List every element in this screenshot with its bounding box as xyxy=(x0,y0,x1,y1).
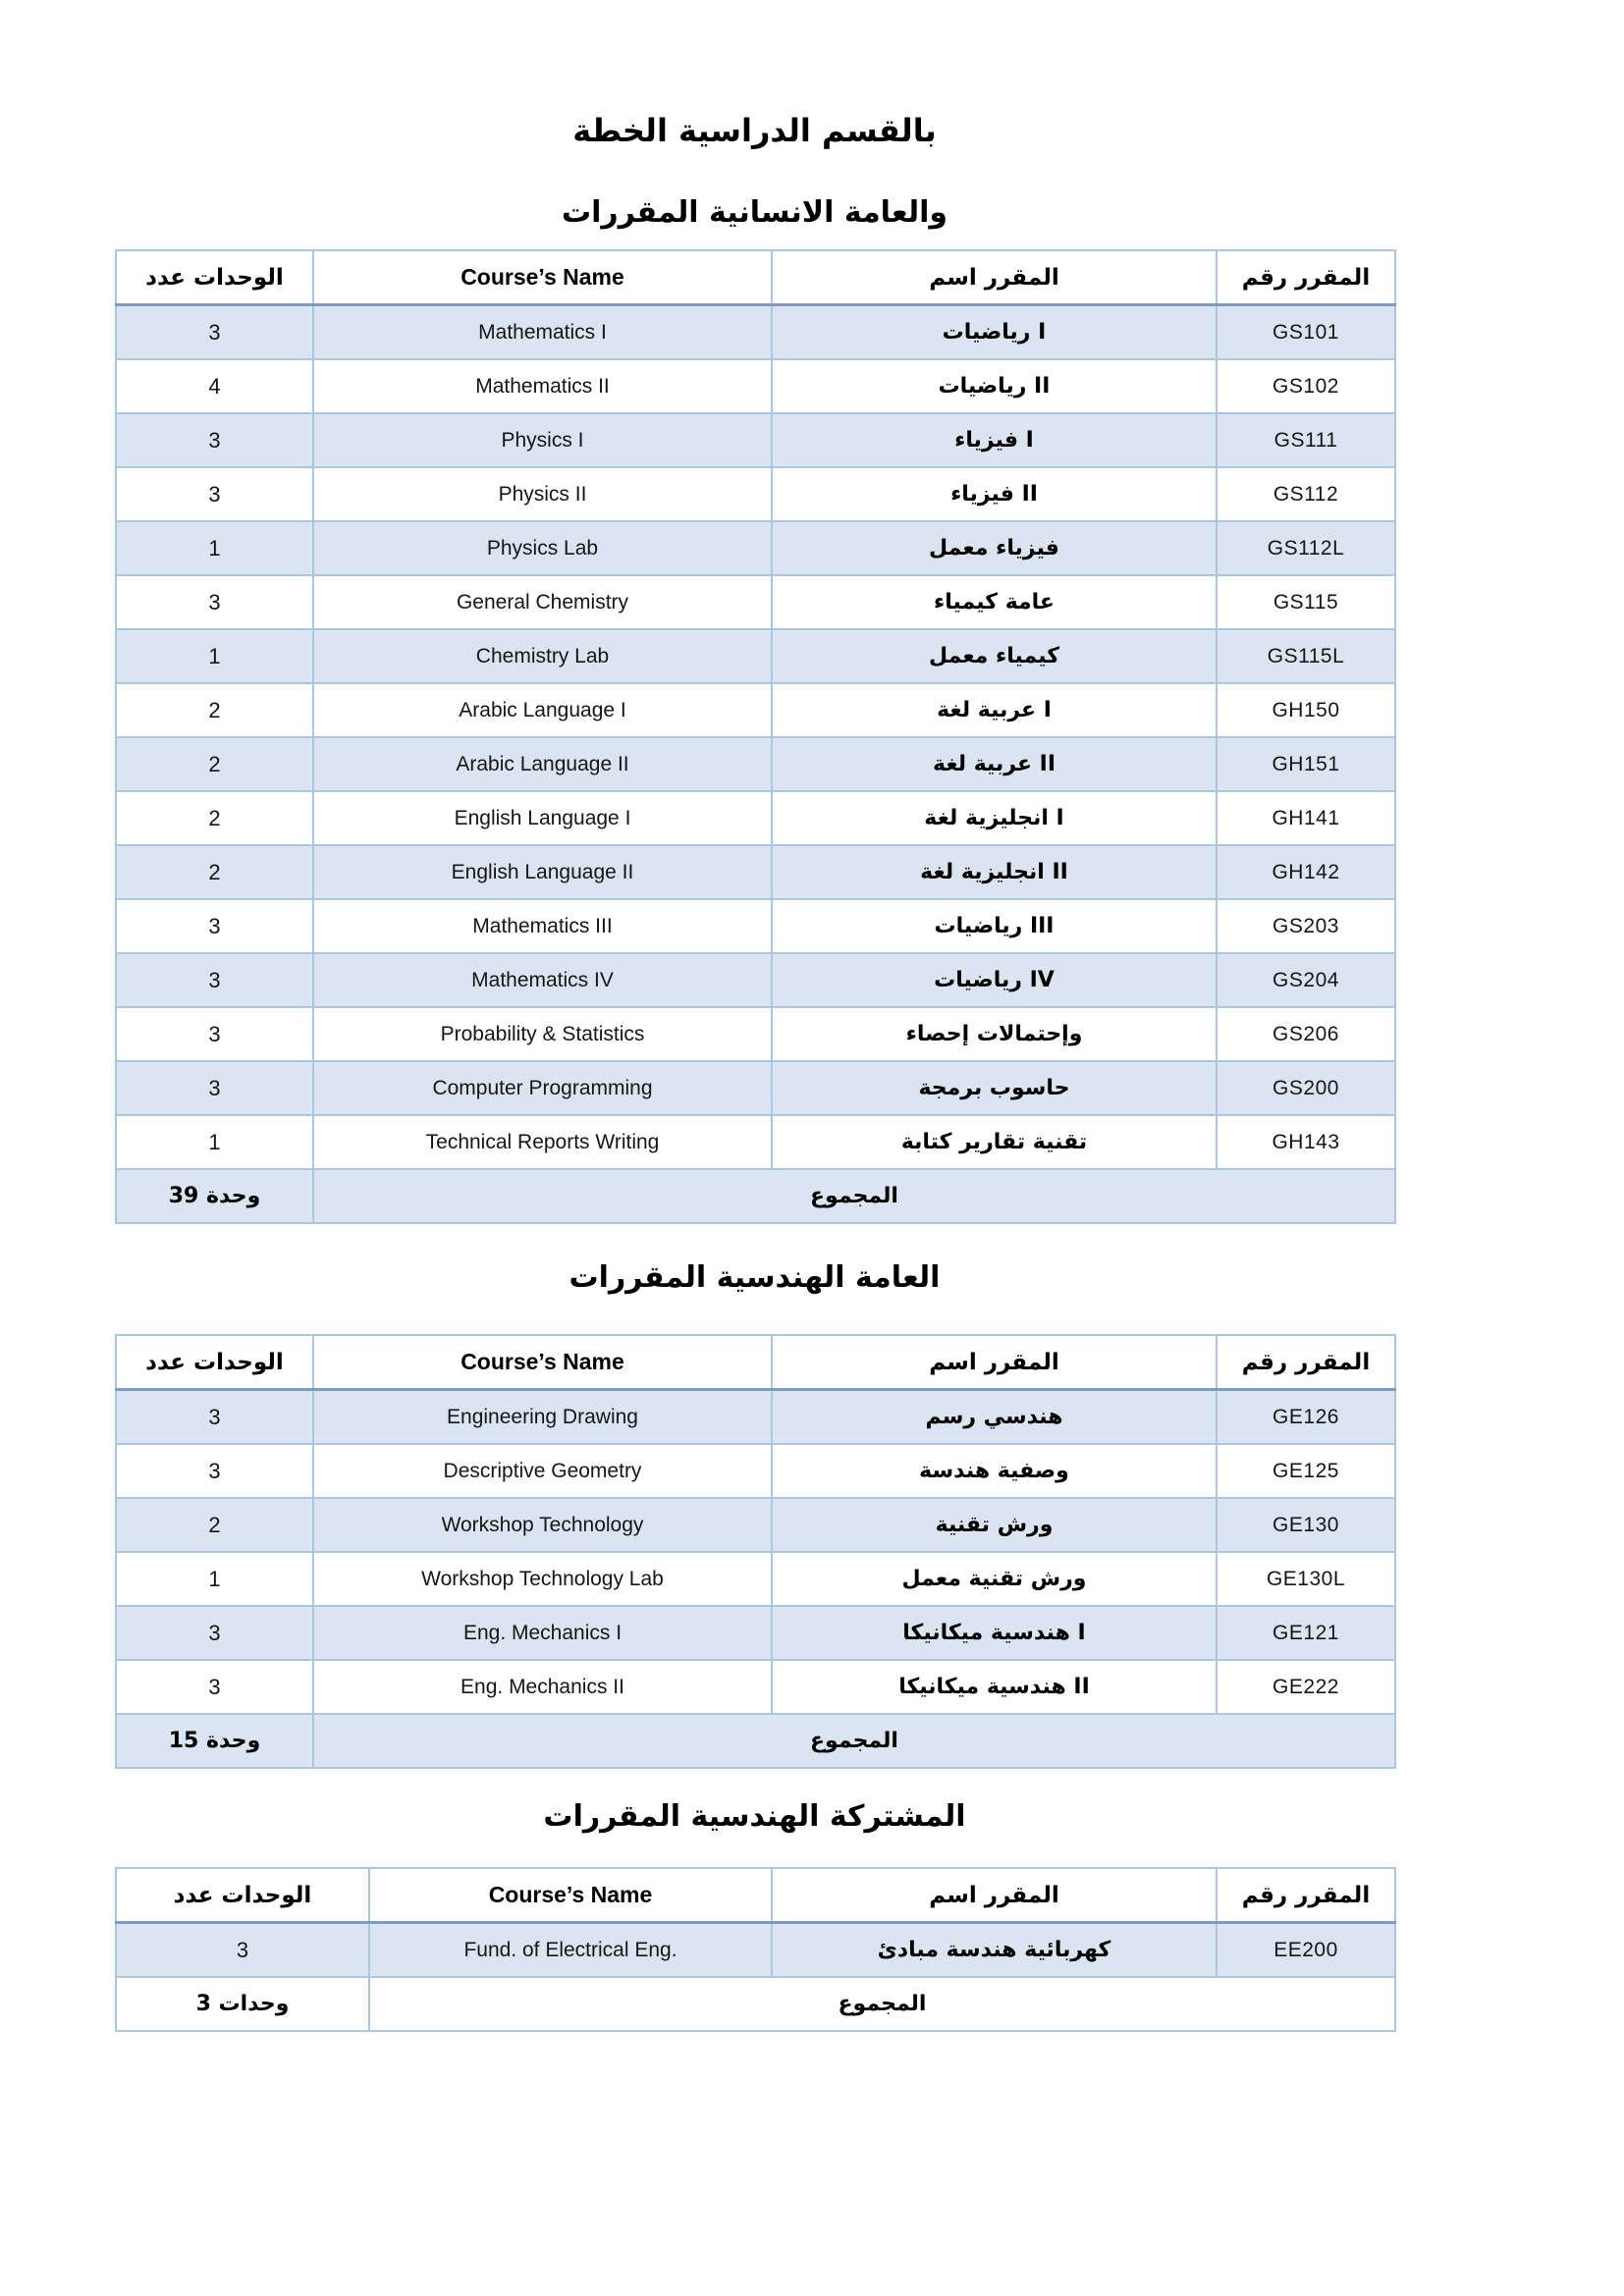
course-units-cell: 1 xyxy=(116,521,313,575)
table-row xyxy=(116,1061,1395,1115)
col-header-units: عدد ‎الوحدات xyxy=(116,1868,369,1923)
course-name-ar-cell: إحصاء ‎وإحتمالات xyxy=(772,1007,1217,1061)
course-name-ar-cell: ميكانيكا ‎هندسية ‎I xyxy=(772,1606,1217,1660)
course-name-ar-cell: تقنية ‎ورش xyxy=(772,1498,1217,1552)
course-name-en-cell: Physics II xyxy=(313,467,772,521)
course-name-ar-cell: برمجة ‎حاسوب xyxy=(772,1061,1217,1115)
page-title: الخطة ‎الدراسية ‎بالقسم xyxy=(572,112,937,149)
course-name-en-cell: Mathematics I xyxy=(313,305,772,360)
course-name-en-cell: English Language II xyxy=(313,845,772,899)
header-row xyxy=(116,250,1395,305)
table-row xyxy=(116,1606,1395,1660)
course-units-cell: 3 xyxy=(116,899,313,953)
col-header-course-name-ar: اسم ‎المقرر xyxy=(772,250,1217,305)
course-code-cell: GS206 xyxy=(1217,1007,1395,1061)
course-code-cell: GS200 xyxy=(1217,1061,1395,1115)
course-name-en-cell: Mathematics IV xyxy=(313,953,772,1007)
course-name-ar-cell: لغة ‎عربية ‎II xyxy=(772,737,1217,791)
header-row xyxy=(116,1335,1395,1390)
course-name-ar-cell: لغة ‎انجليزية ‎II xyxy=(772,845,1217,899)
col-header-course-name-en: Course’s Name xyxy=(369,1868,772,1923)
course-units-cell: 3 xyxy=(116,1606,313,1660)
course-name-en-cell: Eng. Mechanics I xyxy=(313,1606,772,1660)
course-code-cell: GS111 xyxy=(1217,413,1395,467)
course-name-ar-cell: رسم ‎هندسي xyxy=(772,1390,1217,1445)
table-row xyxy=(116,467,1395,521)
table-row xyxy=(116,1552,1395,1606)
total-units-cell: 3 ‎وحدات xyxy=(116,1977,369,2031)
col-header-course-code: رقم ‎المقرر xyxy=(1217,250,1395,305)
course-name-en-cell: Arabic Language I xyxy=(313,683,772,737)
course-units-cell: 4 xyxy=(116,359,313,413)
course-name-en-cell: Fund. of Electrical Eng. xyxy=(369,1923,772,1978)
course-name-ar-cell: مبادئ ‎هندسة ‎كهربائية xyxy=(772,1923,1217,1978)
course-code-cell: GH141 xyxy=(1217,791,1395,845)
course-name-en-cell: Physics I xyxy=(313,413,772,467)
total-label-cell: المجموع xyxy=(313,1714,1395,1768)
col-header-course-code: رقم ‎المقرر xyxy=(1217,1868,1395,1923)
course-name-en-cell: Computer Programming xyxy=(313,1061,772,1115)
course-units-cell: 3 xyxy=(116,1444,313,1498)
course-name-en-cell: Engineering Drawing xyxy=(313,1390,772,1445)
course-name-ar-cell: معمل ‎كيمياء xyxy=(772,629,1217,683)
course-name-ar-cell: كتابة ‎تقارير ‎تقنية xyxy=(772,1115,1217,1169)
course-name-en-cell: General Chemistry xyxy=(313,575,772,629)
course-units-cell: 3 xyxy=(116,953,313,1007)
course-code-cell: GH143 xyxy=(1217,1115,1395,1169)
table-row xyxy=(116,1007,1395,1061)
total-label-cell: المجموع xyxy=(369,1977,1395,2031)
course-name-ar-cell: كيمياء ‎عامة xyxy=(772,575,1217,629)
course-code-cell: GH142 xyxy=(1217,845,1395,899)
col-header-course-name-en: Course’s Name xyxy=(313,250,772,305)
course-name-en-cell: Workshop Technology Lab xyxy=(313,1552,772,1606)
course-units-cell: 3 xyxy=(116,413,313,467)
course-name-ar-cell: لغة ‎انجليزية ‎I xyxy=(772,791,1217,845)
table-row xyxy=(116,575,1395,629)
total-row xyxy=(116,1977,1395,2031)
total-label-cell: المجموع xyxy=(313,1169,1395,1223)
course-units-cell: 3 xyxy=(116,1660,313,1714)
course-name-ar-cell: رياضيات ‎II xyxy=(772,359,1217,413)
table-row xyxy=(116,1660,1395,1714)
course-code-cell: GS102 xyxy=(1217,359,1395,413)
total-units-cell: 39 ‎وحدة xyxy=(116,1169,313,1223)
course-units-cell: 2 xyxy=(116,683,313,737)
course-name-en-cell: Physics Lab xyxy=(313,521,772,575)
course-name-ar-cell: رياضيات ‎III xyxy=(772,899,1217,953)
course-units-cell: 1 xyxy=(116,629,313,683)
table-row xyxy=(116,683,1395,737)
course-units-cell: 2 xyxy=(116,791,313,845)
table-row xyxy=(116,1390,1395,1445)
table-row xyxy=(116,791,1395,845)
course-name-en-cell: Probability & Statistics xyxy=(313,1007,772,1061)
course-name-en-cell: Eng. Mechanics II xyxy=(313,1660,772,1714)
total-units-cell: 15 ‎وحدة xyxy=(116,1714,313,1768)
total-row xyxy=(116,1714,1395,1768)
table-row xyxy=(116,737,1395,791)
total-row xyxy=(116,1169,1395,1223)
course-units-cell: 1 xyxy=(116,1552,313,1606)
common-engineering-courses-table xyxy=(115,1867,1396,2032)
table-row xyxy=(116,413,1395,467)
table-row xyxy=(116,1923,1395,1978)
course-name-ar-cell: فيزياء ‎II xyxy=(772,467,1217,521)
document-content xyxy=(115,0,1394,2032)
course-name-ar-cell: معمل ‎تقنية ‎ورش xyxy=(772,1552,1217,1606)
table-row xyxy=(116,953,1395,1007)
course-code-cell: GE222 xyxy=(1217,1660,1395,1714)
course-code-cell: GE126 xyxy=(1217,1390,1395,1445)
table-row xyxy=(116,305,1395,360)
header-row xyxy=(116,1868,1395,1923)
course-name-en-cell: Chemistry Lab xyxy=(313,629,772,683)
general-engineering-courses-table xyxy=(115,1334,1396,1769)
course-name-en-cell: Workshop Technology xyxy=(313,1498,772,1552)
course-name-en-cell: Mathematics II xyxy=(313,359,772,413)
table-row xyxy=(116,899,1395,953)
col-header-course-name-ar: اسم ‎المقرر xyxy=(772,1335,1217,1390)
course-code-cell: GE130 xyxy=(1217,1498,1395,1552)
course-name-en-cell: English Language I xyxy=(313,791,772,845)
table-row xyxy=(116,1115,1395,1169)
course-name-en-cell: Descriptive Geometry xyxy=(313,1444,772,1498)
course-units-cell: 3 xyxy=(116,1390,313,1445)
col-header-course-name-ar: اسم ‎المقرر xyxy=(772,1868,1217,1923)
course-units-cell: 3 xyxy=(116,305,313,360)
course-units-cell: 3 xyxy=(116,575,313,629)
course-code-cell: GS115 xyxy=(1217,575,1395,629)
course-units-cell: 1 xyxy=(116,1115,313,1169)
course-name-ar-cell: رياضيات ‎I xyxy=(772,305,1217,360)
humanities-general-courses-table xyxy=(115,249,1396,1224)
col-header-units: عدد ‎الوحدات xyxy=(116,250,313,305)
course-code-cell: GE125 xyxy=(1217,1444,1395,1498)
course-name-en-cell: Mathematics III xyxy=(313,899,772,953)
course-units-cell: 3 xyxy=(116,1061,313,1115)
course-code-cell: GS204 xyxy=(1217,953,1395,1007)
section-title-general-engineering: المقررات ‎الهندسية ‎العامة xyxy=(568,1260,941,1295)
course-name-en-cell: Technical Reports Writing xyxy=(313,1115,772,1169)
course-units-cell: 3 xyxy=(116,467,313,521)
table-row xyxy=(116,845,1395,899)
course-code-cell: GE121 xyxy=(1217,1606,1395,1660)
course-name-ar-cell: فيزياء ‎I xyxy=(772,413,1217,467)
course-name-en-cell: Arabic Language II xyxy=(313,737,772,791)
course-units-cell: 2 xyxy=(116,1498,313,1552)
course-code-cell: GS112 xyxy=(1217,467,1395,521)
table-row xyxy=(116,359,1395,413)
course-name-ar-cell: معمل ‎فيزياء xyxy=(772,521,1217,575)
section-title-common-engineering: المقررات ‎الهندسية ‎المشتركة xyxy=(543,1799,966,1834)
course-units-cell: 3 xyxy=(116,1007,313,1061)
course-code-cell: GS112L xyxy=(1217,521,1395,575)
course-code-cell: EE200 xyxy=(1217,1923,1395,1978)
table-row xyxy=(116,629,1395,683)
col-header-units: عدد ‎الوحدات xyxy=(116,1335,313,1390)
course-code-cell: GS101 xyxy=(1217,305,1395,360)
course-name-ar-cell: لغة ‎عربية ‎I xyxy=(772,683,1217,737)
table-row xyxy=(116,521,1395,575)
col-header-course-name-en: Course’s Name xyxy=(313,1335,772,1390)
table-row xyxy=(116,1498,1395,1552)
course-name-ar-cell: هندسة ‎وصفية xyxy=(772,1444,1217,1498)
course-name-ar-cell: ميكانيكا ‎هندسية ‎II xyxy=(772,1660,1217,1714)
course-code-cell: GH150 xyxy=(1217,683,1395,737)
course-code-cell: GS203 xyxy=(1217,899,1395,953)
course-units-cell: 2 xyxy=(116,845,313,899)
course-units-cell: 2 xyxy=(116,737,313,791)
course-code-cell: GH151 xyxy=(1217,737,1395,791)
table-row xyxy=(116,1444,1395,1498)
course-code-cell: GS115L xyxy=(1217,629,1395,683)
course-units-cell: 3 xyxy=(116,1923,369,1978)
col-header-course-code: رقم ‎المقرر xyxy=(1217,1335,1395,1390)
course-code-cell: GE130L xyxy=(1217,1552,1395,1606)
course-name-ar-cell: رياضيات ‎IV xyxy=(772,953,1217,1007)
section-title-humanities-general: المقررات ‎الانسانية ‎والعامة xyxy=(561,195,948,230)
